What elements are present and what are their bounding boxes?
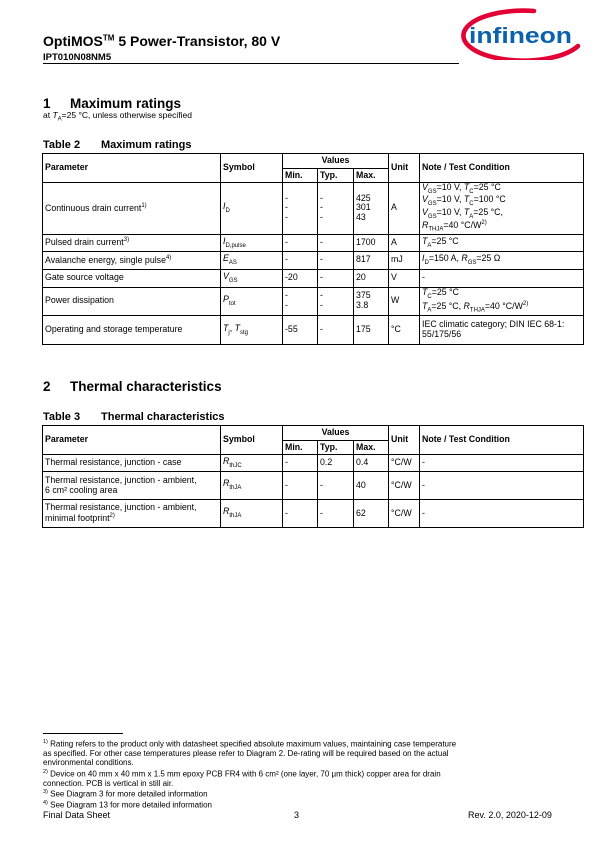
section2-heading	[43, 379, 222, 394]
note-cell	[420, 234, 584, 251]
logo-wordmark: infineon	[469, 23, 572, 48]
footer-page-number: 3	[294, 810, 300, 820]
symbol-letter: T	[223, 322, 229, 333]
typ-cell	[318, 287, 354, 315]
param-cell	[43, 183, 221, 235]
table-row	[43, 472, 584, 500]
unit-cell: °C	[389, 315, 420, 344]
unit-cell: °C/W	[389, 500, 420, 528]
min-value: -	[285, 300, 288, 311]
param-name: Thermal resistance, junction - case	[45, 457, 182, 468]
table-header-row	[43, 426, 584, 441]
symbol-subscript: stg	[239, 329, 248, 336]
typ-value: -	[320, 254, 323, 265]
max-value: 817	[356, 254, 371, 265]
part-number: IPT010N08NM5	[43, 52, 112, 63]
max-value: 3.8	[356, 300, 369, 311]
symbol-subscript: AS	[228, 259, 237, 266]
max-value: 375	[356, 290, 371, 301]
section2-number: 2	[43, 379, 51, 394]
footnote-text: Rating refers to the product only with datasheet specified absolute maximum values, maintaining case temperature	[47, 739, 457, 749]
note-cell	[420, 183, 584, 235]
footnote-mark: 3)	[43, 788, 48, 795]
note-superscript: 2)	[481, 220, 487, 227]
note-cell	[420, 287, 584, 315]
param-cell	[43, 234, 221, 251]
param-name: Operating and storage temperature	[45, 323, 183, 334]
header-typ: Typ.	[318, 441, 354, 455]
note-text: =40 °C/W	[443, 220, 482, 231]
table-row	[43, 234, 584, 251]
typ-value: -	[320, 323, 323, 334]
unit-cell: °C/W	[389, 472, 420, 500]
note-text: T	[463, 182, 470, 192]
param-cell	[43, 455, 221, 472]
min-cell	[283, 251, 318, 269]
symbol-letter: P	[223, 294, 229, 305]
symbol-cell	[221, 500, 283, 528]
symbol-letter: R	[223, 506, 230, 517]
note-text: R	[463, 300, 470, 311]
symbol-subscript: tot	[228, 300, 236, 307]
min-value: -	[285, 192, 288, 203]
header-typ: Typ.	[318, 169, 354, 183]
note-text: T	[422, 287, 428, 298]
note-cell	[420, 269, 584, 287]
typ-cell	[318, 269, 354, 287]
footnote-line	[43, 779, 513, 788]
header-max: Max.	[354, 441, 389, 455]
typ-value: -	[320, 202, 323, 213]
symbol-cell	[221, 287, 283, 315]
table-row	[43, 455, 584, 472]
note-subscript: C	[469, 201, 474, 208]
section1-condition	[43, 110, 192, 123]
symbol-letter: T	[234, 322, 240, 333]
table-row	[43, 315, 584, 344]
header-parameter: Parameter	[43, 154, 221, 183]
footnote-mark: 1)	[43, 739, 48, 745]
header-values: Values	[283, 426, 389, 441]
symbol-letter: R	[223, 455, 230, 466]
symbol-cell	[221, 315, 283, 344]
footnote-line	[43, 738, 513, 749]
footnote-text: See Diagram 3 for more detailed information	[47, 789, 208, 799]
footnote-text: environmental conditions.	[43, 758, 134, 768]
section1-title: Maximum ratings	[70, 96, 182, 111]
symbol-subscript: j	[228, 329, 230, 336]
footnote-item	[43, 788, 513, 799]
max-cell	[354, 234, 389, 251]
footnote-line	[43, 768, 513, 779]
typ-value: -	[320, 290, 323, 301]
header-values: Values	[283, 154, 389, 169]
param-cell	[43, 472, 221, 500]
note-text: T	[463, 194, 470, 205]
note-text: =10 V,	[436, 182, 464, 192]
typ-value: -	[320, 236, 323, 247]
unit-cell: A	[389, 234, 420, 251]
note-text: T	[422, 235, 428, 246]
section2-title: Thermal characteristics	[70, 379, 222, 394]
symbol-letter: I	[223, 201, 226, 212]
note-text: IEC climatic category; DIN IEC 68-1:	[422, 318, 565, 329]
note-subscript: THJA	[428, 227, 444, 234]
section1-heading	[43, 96, 181, 111]
header-max: Max.	[354, 169, 389, 183]
max-value: 43	[356, 212, 366, 223]
note-superscript: 2)	[522, 300, 529, 307]
typ-cell: -	[318, 472, 354, 500]
thermal-characteristics-table	[42, 425, 584, 528]
note-text: =10 V,	[436, 206, 464, 217]
header-unit: Unit	[389, 154, 420, 183]
condition-symbol: T	[52, 110, 58, 120]
document-title	[43, 33, 280, 49]
min-cell	[283, 287, 318, 315]
header-note: Note / Test Condition	[420, 154, 584, 183]
note-subscript: GS	[427, 201, 437, 208]
typ-value: -	[320, 192, 323, 203]
footnote-item	[43, 768, 513, 788]
note-subscript: A	[469, 213, 474, 220]
note-line	[422, 330, 581, 340]
table-row	[43, 269, 584, 287]
typ-value: -	[320, 212, 323, 223]
note-subscript: A	[427, 307, 432, 314]
header-symbol: Symbol	[221, 426, 283, 455]
table-row	[43, 183, 584, 235]
param-name: Power dissipation	[45, 295, 114, 306]
symbol-subscript: D	[225, 207, 230, 214]
typ-value: -	[320, 272, 323, 283]
note-text: T	[463, 206, 470, 217]
symbol-cell	[221, 472, 283, 500]
product-suffix: 5 Power-Transistor, 80 V	[114, 33, 281, 49]
note-cell	[420, 251, 584, 269]
max-cell	[354, 183, 389, 235]
max-cell: 0.4	[354, 455, 389, 472]
unit-cell: V	[389, 269, 420, 287]
max-cell	[354, 269, 389, 287]
max-cell: 40	[354, 472, 389, 500]
note-line	[422, 301, 581, 314]
note-cell: -	[420, 455, 584, 472]
min-value: -	[285, 290, 288, 301]
table2-caption	[43, 139, 191, 151]
max-value: 425	[356, 192, 371, 203]
note-text: =25 °C	[431, 287, 459, 298]
table3-caption-number: Table 3	[43, 411, 81, 423]
trademark-mark: TM	[102, 33, 115, 43]
min-cell: -	[283, 472, 318, 500]
max-value: 175	[356, 323, 371, 334]
footnotes	[43, 738, 513, 810]
symbol-letter: I	[223, 235, 226, 246]
symbol-cell	[221, 269, 283, 287]
param-name: 6 cm² cooling area	[45, 484, 118, 495]
note-text: T	[422, 300, 428, 311]
param-cell	[43, 315, 221, 344]
min-value: -55	[285, 323, 298, 334]
note-text: I	[422, 253, 425, 264]
footer-doc-type: Final Data Sheet	[43, 810, 111, 820]
footnote-mark: 2)	[43, 768, 48, 775]
note-text: =25 °C	[473, 182, 501, 192]
footnote-separator	[43, 733, 123, 734]
table2-caption-title: Maximum ratings	[101, 139, 192, 151]
header-unit: Unit	[389, 426, 420, 455]
param-name: minimal footprint$^{2)}$	[45, 512, 115, 523]
footnote-ref: 1)	[141, 203, 147, 210]
note-subscript: D	[424, 259, 429, 266]
min-cell: -	[283, 455, 318, 472]
symbol-subscript: GS	[228, 277, 238, 284]
param-cell	[43, 500, 221, 528]
typ-cell: -	[318, 500, 354, 528]
footnote-text: connection. PCB is vertical in still air.	[43, 778, 174, 788]
footnote-text: as specified. For other case temperatures please refer to Diagram 2. De-rating will be required based on the actual	[43, 748, 449, 758]
footnote-line	[43, 788, 513, 799]
param-cell	[43, 251, 221, 269]
param-name: Pulsed drain current	[45, 237, 124, 248]
note-line	[422, 220, 581, 233]
max-cell	[354, 287, 389, 315]
note-line	[422, 273, 581, 283]
footnote-line	[43, 749, 513, 758]
note-text: V	[422, 194, 428, 205]
note-text: =40 °C/W	[484, 300, 523, 311]
min-cell	[283, 315, 318, 344]
section1-number: 1	[43, 96, 51, 111]
note-text: R	[422, 220, 429, 231]
footnote-item	[43, 799, 513, 810]
symbol-letter: E	[223, 253, 229, 264]
symbol-subscript: D,pulse	[225, 242, 246, 249]
note-text: =10 V,	[436, 194, 464, 205]
min-cell	[283, 183, 318, 235]
typ-cell	[318, 183, 354, 235]
min-cell	[283, 269, 318, 287]
footnote-mark: 4)	[43, 799, 48, 806]
min-value: -	[285, 202, 288, 213]
note-line	[422, 288, 581, 300]
table-row	[43, 251, 584, 269]
condition-sub: A	[57, 116, 62, 123]
infineon-logo	[456, 6, 582, 60]
min-value: -	[285, 254, 288, 265]
note-text: =25 °C,	[473, 206, 503, 217]
symbol-cell	[221, 251, 283, 269]
table3-caption-title: Thermal characteristics	[101, 411, 225, 423]
typ-cell	[318, 251, 354, 269]
typ-cell: 0.2	[318, 455, 354, 472]
typ-value: -	[320, 300, 323, 311]
symbol-letter: V	[223, 271, 229, 282]
note-text: R	[461, 253, 468, 264]
max-cell	[354, 315, 389, 344]
note-subscript: GS	[427, 213, 437, 220]
note-text: =100 °C	[473, 194, 506, 205]
min-value: -	[285, 212, 288, 223]
max-value: 1700	[356, 236, 376, 247]
symbol-subscript: thJC	[229, 462, 242, 469]
note-text: =25 °C	[431, 235, 459, 246]
note-subscript: GS	[427, 188, 437, 195]
note-subscript: C	[469, 188, 474, 195]
product-name: OptiMOS	[43, 33, 103, 49]
param-name: Gate source voltage	[45, 272, 124, 283]
note-subscript: THJA	[469, 307, 485, 314]
min-cell: -	[283, 500, 318, 528]
note-text: =25 Ω	[476, 253, 501, 264]
table-row	[43, 287, 584, 315]
typ-cell	[318, 315, 354, 344]
header-note: Note / Test Condition	[420, 426, 584, 455]
note-text: 55/175/56	[422, 328, 462, 339]
footnote-ref: 3)	[123, 237, 130, 244]
param-name: Thermal resistance, junction - ambient,	[45, 474, 197, 485]
note-text: -	[422, 272, 425, 283]
header-symbol: Symbol	[221, 154, 283, 183]
table-header-row	[43, 154, 584, 169]
max-value: 20	[356, 272, 366, 283]
max-value: 301	[356, 202, 371, 213]
table-row	[43, 500, 584, 528]
maximum-ratings-table	[42, 153, 584, 345]
note-text: V	[422, 182, 428, 192]
min-cell	[283, 234, 318, 251]
footnote-text: See Diagram 13 for more detailed information	[47, 800, 212, 810]
note-text: =150 A,	[428, 253, 462, 264]
note-subscript: GS	[467, 259, 477, 266]
footnote-line	[43, 758, 513, 767]
param-cell	[43, 269, 221, 287]
table2-caption-number: Table 2	[43, 139, 81, 151]
header-min: Min.	[283, 169, 318, 183]
symbol-subscript: thJA	[229, 485, 242, 492]
footnote-line	[43, 799, 513, 810]
note-line	[422, 254, 581, 266]
note-cell	[420, 315, 584, 344]
symbol-cell	[221, 455, 283, 472]
typ-cell	[318, 234, 354, 251]
table3-caption	[43, 411, 225, 423]
note-subscript: A	[427, 242, 432, 249]
max-cell	[354, 251, 389, 269]
note-line	[422, 237, 581, 249]
note-cell: -	[420, 472, 584, 500]
min-value: -20	[285, 272, 298, 283]
param-name: Thermal resistance, junction - ambient,	[45, 502, 197, 513]
header-min: Min.	[283, 441, 318, 455]
header-rule	[43, 63, 459, 64]
param-cell	[43, 287, 221, 315]
footnote-ref: 4)	[165, 254, 172, 261]
param-name: Avalanche energy, single pulse	[45, 254, 166, 265]
footnote-text: Device on 40 mm x 40 mm x 1.5 mm epoxy PCB FR4 with 6 cm² (one layer, 70 µm thick) copper area for drain	[47, 769, 441, 779]
note-line	[422, 208, 581, 220]
header-parameter: Parameter	[43, 426, 221, 455]
note-subscript: C	[427, 294, 432, 301]
max-cell: 62	[354, 500, 389, 528]
note-text: V	[422, 206, 428, 217]
symbol-letter: R	[223, 478, 230, 489]
footnote-item	[43, 738, 513, 768]
unit-cell: °C/W	[389, 455, 420, 472]
footnote-ref: 2)	[109, 513, 115, 520]
footer-revision: Rev. 2.0, 2020-12-09	[468, 810, 552, 820]
symbol-cell	[221, 183, 283, 235]
unit-cell: W	[389, 287, 420, 315]
symbol-cell	[221, 234, 283, 251]
symbol-subscript: thJA	[229, 513, 242, 520]
min-value: -	[285, 236, 288, 247]
unit-cell: A	[389, 183, 420, 235]
symbol-sep: ,	[229, 322, 235, 333]
note-cell: -	[420, 500, 584, 528]
condition-prefix: at	[43, 110, 53, 120]
param-name: Continuous drain current	[45, 202, 142, 213]
note-text: =25 °C,	[431, 300, 464, 311]
unit-cell: mJ	[389, 251, 420, 269]
condition-suffix: =25 °C, unless otherwise specified	[61, 110, 192, 120]
